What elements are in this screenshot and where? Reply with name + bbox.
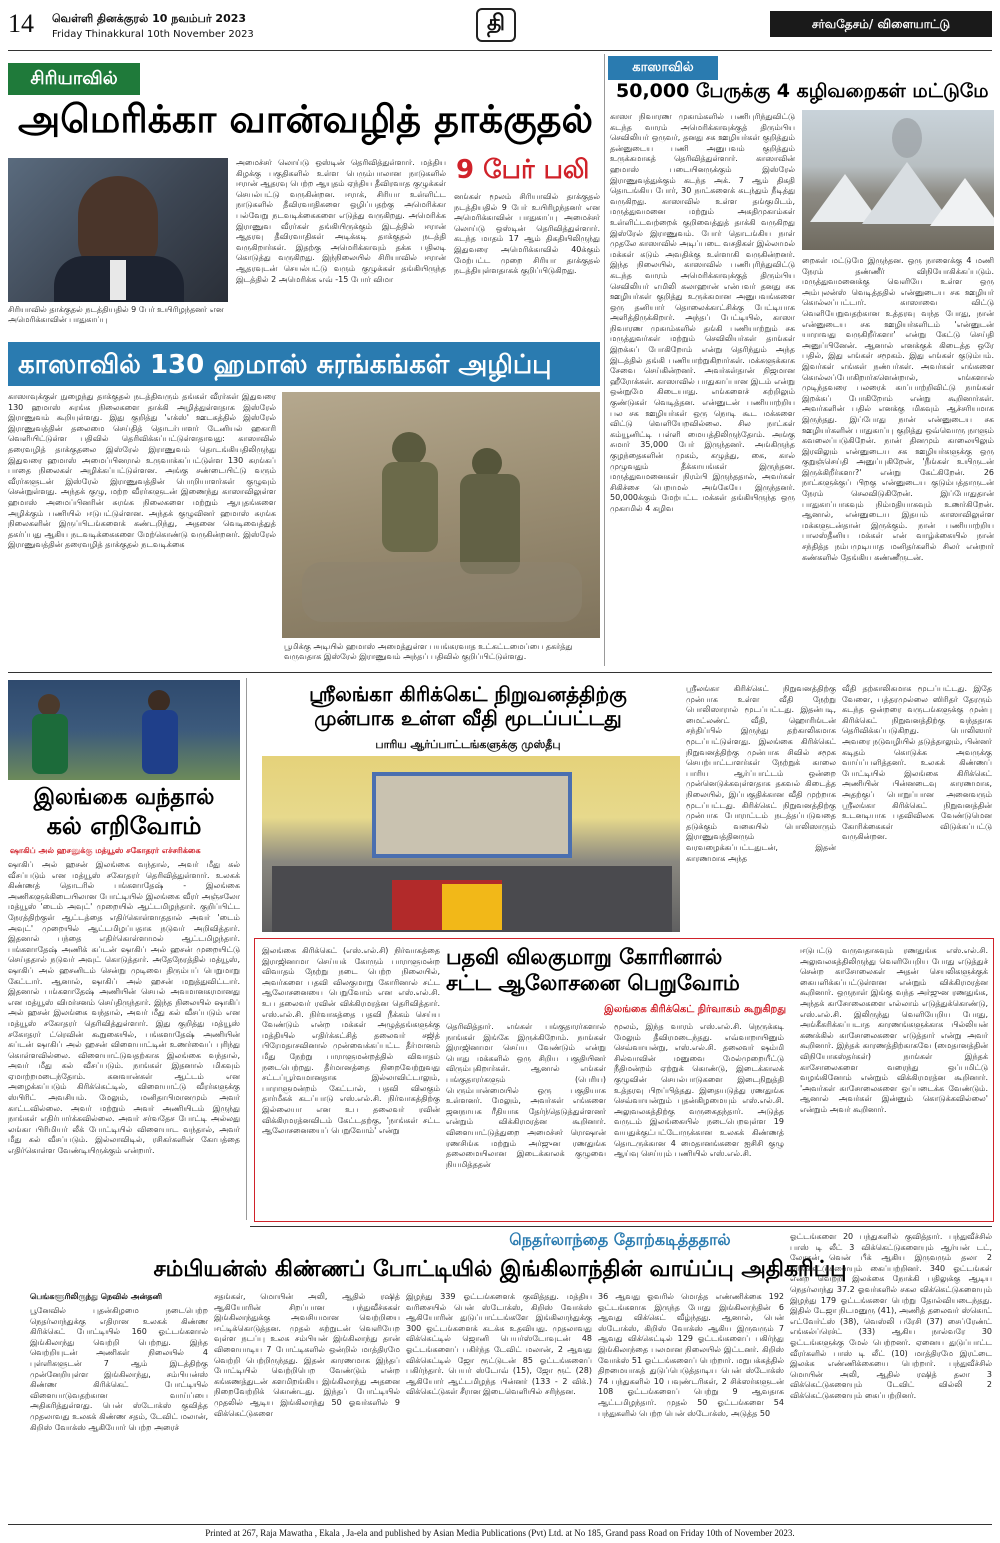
gaza-graves-headline: 50,000 பேருக்கு 4 கழிவறைகள் மட்டுமே bbox=[616, 80, 989, 102]
champions-body-col3: இழந்து 339 ஓட்டங்களைக் குவித்தது. மத்திய வரிசையில் பென் ஸ்டோக்ஸ், கிறிஸ் வோக்ஸ் ஆகியோரின் துடுப்பாட்டங்களே இங்கிலாந்துக்கு 300 ஓட்டங்களைக் கடக்க உதவியது. முதலாவது விக்கெட்டில் ஜொனி பெயர்ஸ்டோவுடன் 48 ஓட்டங்களைப் பகிர்ந்த டேவிட் மலான், 2 ஆவது விக்கெட்டில் ஜோ ரூட்டுடன் 85 ஓட்டங்களைப் பகிர்ந்தார். பெயர் ஸ்டோவ் (15), ஜோ ரூட் (28) ஆகியோர் ஆட்டமிழந்த பின்னர் (133 - 2 விக்.) விக்கெட்டுகள் சீரான இடைவெளியில் சரிந்தன. bbox=[406, 1292, 592, 1397]
footer-imprint: Printed at 267, Raja Mawatha , Ekala , Ja-ela and published by Asian Media Publications (Pvt) Ltd. at No 185, Grand pass Road on Friday 10th of November 2023. bbox=[205, 1528, 795, 1538]
syria-kicker: சிரியாவில் bbox=[8, 63, 140, 95]
syria-photo bbox=[8, 158, 228, 302]
resign-subhead: இலங்கை கிரிக்கெட் நிர்வாகம் கூறுகிறது bbox=[604, 1004, 786, 1015]
gaza-camp-photo bbox=[802, 110, 994, 250]
masthead bbox=[0, 0, 1000, 50]
masthead-rule bbox=[8, 50, 992, 51]
champions-body-col5: ஓட்டங்களை 20 பந்துகளில் குவித்தார். பந்துவீச்சில் பாஸ் டி லீட் 3 விக்கெட்டுகளையும் ஆர்யன் டட், லோகன் வென் பீக் ஆகிய இருவரும் தலா 2 விக்கெட்டுகளையும் கைப்பற்றினர். 340 ஓட்டங்கள் என்ற வெற்றி இலக்கை நோக்கி பதிலுக்கு ஆடிய நெதர்லாந்து 37.2 ஓவர்களில் சகல விக்கெட்டுகளையும் இழந்து 179 ஓட்டங்களை பெற்று தோல்வியடைந்தது. இதில் டேஜா நிடமனுரு (41), அணித் தலைவர் ஸ்கொட் எட்வேர்ட்ஸ் (38), வெஸ்லி பரேசி (37) சைப்ரேண்ட் எங்கல்ப்ரெச்ட் (33) ஆகிய நால்வரே 30 ஓட்டங்களுக்கு மேல் பெற்றனர். ஏனைய துடுப்பாட்ட வீரர்களில் பாஸ் டி லீட் (10) மாத்திரமே இரட்டை இலக்க எண்ணிக்கையை பெற்றார். பந்துவீச்சில் மொயின் அலி, ஆதில் ரஷித் தலா 3 விக்கெட்டுகளையும் டேவிட் வில்லி 2 விக்கெட்டுகளையும் கைப்பற்றினர். bbox=[790, 1232, 992, 1400]
column-divider bbox=[246, 678, 247, 1220]
footer-rule bbox=[8, 1524, 992, 1525]
tunnels-headline: காஸாவில் 130 ஹமாஸ் சுரங்கங்கள் அழிப்பு bbox=[18, 350, 552, 380]
champions-body-col2: சதங்கள், மொயின் அலி, ஆதில் ரஷித் ஆகியோரின் சிறப்பான பந்துவீச்சுகள் இங்கிலாந்துக்கு அவசியமான வெற்றியை ஈட்டிக்கொடுத்தன. முதல் சுற்றுடன் வெளியேற வுள்ள நடப்பு உலக சம்பியன் இங்கிலாந்து தான் விளையாடிய 7 போட்டிகளில் ஒன்றில் மாத்திரமே வெற்றி பெற்றிருந்தது. இதன் காரணமாக இந்தப் போட்டியில் வெற்றிபெற வேண்டும் என்ற கங்கணத்துடன் களமிறங்கிய இங்கிலாந்து அதனை நிறைவேற்றிக் கொண்டது. இந்தப் போட்டியில் முதலில் ஆடிய இங்கிலாந்து 50 ஓவர்களில் 9 விக்கெட்டுகளை bbox=[214, 1292, 400, 1418]
cricket-players-photo bbox=[8, 680, 240, 780]
gaza-graves-kicker: காஸாவில் bbox=[608, 56, 718, 80]
champions-body-col4: 36 ஆவது ஓவரில் மொத்த எண்ணிக்கை 192 ஓட்டங்களாக இருந்த போது இங்கிலாந்தின் 6 ஆவது விக்கெட் வீழ்ந்தது. ஆனால், பென் ஸ்டோக்ஸ், கிறிஸ் வோக்ஸ் ஆகிய இருவரும் 7 ஆவது விக்கெட்டில் 129 ஓட்டங்களைப் பகிர்ந்து இங்கிலாந்தை பலமான நிலையில் இட்டனர். கிறிஸ் வோக்ஸ் 51 ஓட்டங்களைப் பெற்றார். மறுபக்கத்தில் திறமையாகத் துடுப்பெடுத்தாடிய பென் ஸ்டோக்ஸ் 74 பந்துகளில் 10 பவுண்டரிகள், 2 சிக்ஸர்களுடன் 108 ஓட்டங்களைப் பெற்று 9 ஆவதாக ஆட்டமிழந்தார். முதல் 50 ஓட்டங்களை 54 பந்துகளில் பெற்ற பென் ஸ்டோக்ஸ், அடுத்த 50 bbox=[598, 1292, 784, 1418]
slc-street-subhead: பாரிய ஆர்ப்பாட்டங்களுக்கு முஸ்தீபு bbox=[375, 738, 561, 751]
stones-subhead: ஷாகிப் அல் ஹசனுக்கு மத்யூஸ் சகோதரர் எச்சரிக்கை bbox=[10, 846, 201, 855]
section-divider bbox=[8, 672, 992, 673]
masthead-english-date: Friday Thinakkural 10th November 2023 bbox=[52, 29, 254, 40]
section-divider bbox=[250, 1226, 992, 1227]
champions-kicker: நெதர்லாந்தை தோற்கடித்ததால் bbox=[509, 1230, 731, 1249]
slc-street-headline-line1: ஸ்ரீலங்கா கிரிக்கெட் நிறுவனத்திற்கு bbox=[309, 682, 627, 706]
slc-street-headline-line2: முன்பாக உள்ள வீதி மூடப்பட்டது bbox=[314, 706, 622, 730]
syria-photo-caption: சிரியாவில் தாக்குதல் நடத்தியதில் 9 பேர் உயிரிழந்தனர் என அமெரிக்காவின் பாதுகாப்பு bbox=[8, 305, 224, 324]
resign-headline-line2: சட்ட ஆலோசனை பெறுவோம் bbox=[446, 971, 740, 995]
tunnels-photo-caption: பூமிக்கு அடியில் ஹமாஸ் அமைத்துள்ள பயங்கரவாத உட்கட்டமைப்பை தகர்த்து வருவதாக இஸ்ரேல் இராணுவம் அந்தப் பதிவில் குறிப்பிட்டுள்ளது. bbox=[284, 642, 573, 661]
stones-body: ஷாகிப் அல் ஹசன் இலங்கை வந்தால், அவர் மீது கல் வீசப்படும் என மத்யூஸ் சகோதரர் தெரிவித்துள்ளார். உலகக் கிண்ணத் தொடரில் பங்களாதேஷ் - இலங்கை அணிகளுக்கிடையிலான போட்டியில் இலங்கை வீரர் அஞ்சலோ மத்யூஸ் 'டைம் அவுட்' முறையில் ஆட்டமிழந்தார். குறிப்பிட்ட நேரத்திற்குள் ஆட்டத்தை எதிர்கொள்ளாததால் அவர் 'டைம் அவுட்' முறையில் ஆட்டமிழப்பதாக நடுவர் அறிவித்தார். இதனால் பந்தை எதிர்கொள்ளாமல் ஆட்டமிழந்தார். பங்களாதேஷ் அணிக் கப்டன் ஷாகிப் அல் ஹசன் முறையிட்டு செய்ததால் நடுவர் அவுட் கொடுத்தார். அதேநேரத்தில் மத்யூஸ், ஷாகிப் அல் ஹசனிடம் சென்று முடிவை திரும்பப் பெறுமாறு கேட்டார். ஆனால், ஷாகிப் அல் ஹசன் மறுத்துவிட்டார். இதனால் பங்களாதேஷ் அணியின் செயல் அவமானகரமானது என மத்யூஸ் விமர்சனம் செய்திருந்தார். இந்த நிலையில் ஷாகிப் அல் ஹசன் இலங்கை வந்தால், அவர் மீது கல் வீசப்படும் என மத்யூஸ் சகோதரர் தெரிவித்துள்ளார். இது குறித்து மத்யூஸ் சகோதரர் ட்ரெவின் கூறுகையில், பங்களாதேஷ் அணியின் கப்டன் ஷாகிப் அல் ஹசன் விளையாட்டின் உணர்வைப் புரிந்து கொள்ளவில்லை. விளையாட்டுவதற்காக இலங்கை வந்தால், அவர் மீது கல் வீசப்படும். நாங்கள் இதனால் மிகவும் ஏமாற்றமடைந்தோம். கனவான்கள் ஆட்டம் என அழைக்கப்படும் கிரிக்கெட்டில், விளையாட்டு வீரர்களுக்கு ஸ்பிரிட் அவசியம். மேலும், மனிதாபிமானமும் அவர் காட்டவில்லை. அவர் மற்றும் அவர் அணியிடம் இருந்து நாங்கள் எதிர்பார்க்கவில்லை. அவர் சர்வதேச போட்டி அல்லது லங்கா பிரிமியர் லீக் போட்டியில் விளையாட வந்தால், அவர் மீது கல் வீசப்படும். இல்லாவிடில், ரசிகர்களின் கோபத்தை எதிர்கொள்ள வேண்டியிருக்கும் என்றார். bbox=[8, 860, 240, 1156]
tunnels-body: காஸாவுக்குள் நுழைந்து தாக்குதல் நடத்திவரும் தங்கள் வீரர்கள் இதுவரை 130 ஹமாஸ் சுரங்க நிலைகளை தாக்கி அழித்துள்ளதாக இஸ்ரேல் இராணுவம் கூறியுள்ளது. இது குறித்து 'எக்ஸ்' ஊடகத்தில் இஸ்ரேல் இராணுவத்தின் தலைமை செய்தித் தொடர்பாளர் டேனியல் ஹகாரி வெளியிட்டுள்ள பதிவில் தெரிவிக்கப்பட்டுள்ளதாவது: காஸாவில் தரைவழித் தாக்குதலை இஸ்ரேல் இராணுவம் தொடங்கியதிலிருந்து இதுவரை ஹமாஸ் அமைப்பினரால் உருவாக்கப்பட்டுள்ள 130 சுரங்கப் பாதை நிலைகள் அழிக்கப்பட்டுள்ளன. அங்கு சண்டையிட்டு வரும் வீரர்களுடன் இஸ்ரேல் இராணுவத்தின் பொறியாளர்கள் குழுவும் சென்றுள்ளது. அந்தக் குழு, மற்ற வீரர்களுடன் இணைந்து காஸாவிலுள்ள ஹமாஸ் அமைப்பினரின் சுரங்க நிலைகளை மற்றும் ஆயுதங்களை அழிக்கும் பணியில் ஈடுபட்டுள்ளன. அந்தக் குழுவினர் ஹமாஸ் சுரங்க நிலைகளின் இருப்பிடங்களைக் கண்டறிந்து, அதனை வெடிவைத்துத் தகர்ப்பது ஆகிய நடவடிக்கைகளை மேற்கொண்டு வருகின்றனர். இஸ்ரேல் இராணுவத்தின் தரைவழித் தாக்குதல் நடவடிக்கை bbox=[8, 392, 276, 550]
syria-body-col1: அமைச்சர் லொய்டு ஒஸ்டின் தெரிவித்துள்ளார். மத்திய கிழக்கு பகுதிகளில் உள்ள பெரும்பாலான நாடுகளில் ஈரான் ஆதரவு பெற்ற ஆயுதம் ஏந்திய தீவிரவாத குழுக்கள் செயல்பட்டு வருகின்றன. ஈராக், சிரியா உள்ளிட்ட நாடுகளில் தீவிரவாதிகளை ஒழிப்பதற்கு அமெரிக்கா பல்வேறு நடவடிக்கைகளை எடுத்து வருகிறது. அமெரிக்க இராணுவ வீரர்கள் தங்கியிருக்கும் இடத்தில் ஈரான் ஆதரவு தீவிரவாதிகள் அடிக்கடி தாக்குதல் நடத்தி வருகிறார்கள். இதற்கு அமெரிக்காவும் தக்க பதிலடி கொடுத்து வருகிறது. இந்நிலையில் சிரியாவில் ஈரான் ஆதரவுடன் செயல்பட்டு வரும் குழுக்கள் தங்கியிருந்த இடத்தில் 2 அமெரிக்க எவ் -15 போர் விமா bbox=[236, 158, 446, 284]
section-label: சர்வதேசம்/ விளையாட்டு bbox=[770, 11, 992, 37]
champions-byline: பெங்களூரிலிருந்து நெவில் அன்தனி bbox=[30, 1292, 163, 1301]
column-divider bbox=[604, 54, 605, 666]
gaza-graves-body-col2: றைகள் மட்டுமே இருந்தன. ஒரு நாளைக்கு 4 மணி நேரம் தண்ணீர் விநியோகிக்கப்படும். மருத்துவமனைக்கு வெளியே உள்ள ஒரு அம்புலன்ஸ் வெடித்ததில் என்னுடைய சக ஊழியர் கொல்லப்பட்டார். காஸாவை விட்டு வெளியேறுவதற்கான உத்தரவு வந்த போது, நான் என்னுடைய சக ஊழியர்களிடம் 'என்னுடன் யாராவது வருகிறீர்களா' என்று கேட்டு செய்தி அனுப்பினேன். ஆனால் எனக்குக் கிடைத்த ஒரே பதில், இது எங்கள் சமூகம். இது எங்கள் குடும்பம். இவர்கள் எங்கள் நண்பர்கள். அவர்கள் எங்களை கொல்லப்போகிறார்களென்றால், எங்களால் முடிந்தவரை பலரைக் காப்பாற்றிவிட்டு நாங்கள் இறக்கப் போகிறோம் என்று கூறினார்கள். அவர்களின் பதில் எனக்கு மிகவும் ஆச்சரியமாக இருந்தது. இப்போது நான் என்னுடைய சக ஊழியர்களின் பாதுகாப்பு குறித்து ஒவ்வொரு நாளும் கவலைப்படுகிறேன். நான் தினமும் காலையிலும் இரவிலும் என்னுடைய சக ஊழியர்களுக்கு ஒரு குறுஞ்செய்தி அனுப்புகிறேன், 'நீங்கள் உயிருடன் இருக்கிறீர்களா?' என்று கேட்கிறேன். 26 நாட்களுக்குப் பிறகு என்னுடைய குடும்பத்தாருடன் நேரம் செலவிடுகிறேன். இப்போதுதான் பாதுகாப்பாகவும் நிம்மதியாகவும் உணர்கிறேன். ஆனால், என்னுடைய இதயம் காஸாவிலுள்ள மக்களுடன்தான் இருக்கும். நான் பணியாற்றிய பாலஸ்தீனிய மக்கள் என் வாழ்க்கையில் நான் சந்தித்த நம்பமுடியாத மனிதர்களில் சிலர் என்றார் கண்களில் தேங்கிய கண்ணீருடன். bbox=[802, 256, 994, 562]
syria-headline: அமெரிக்கா வான்வழித் தாக்குதல் bbox=[18, 97, 594, 141]
resign-body-col4: ஈடுபட்டு வருவதாகவும் ரணதுங்க எஸ்.எல்.சி. அலுவலகத்திலிருந்து வெளியேறிய போது எடுத்துச் சென்ற காசோலைகள் அதன் செயலிகளுக்குக் கையளிக்கப்பட்டுள்ளன என்றும் விக்கிரமரத்ன கூறினார். ஒருநாள் இங்கு வந்த அர்ஜுன ரணதுங்க, அந்தக் காசோலைகளை எல்லாம் எடுத்துக்கொண்டு, எஸ்.எல்.சி. இலிருந்து வெளியேறிய போது, அங்கீகரிக்கப்படாத காரணங்களுக்காக பில்லியன் கணக்கில் காசோலைகளை எடுத்தார் என்று அவர் கூறினார். இந்தக் காரணத்திற்காகவே (மைதானத்தின் விநியோகஸ்தர்கள்) நாங்கள் இந்தக் காசோலைகளை வரைந்து ஒப்பமிட்டு வழங்கினோம் என்றும் விக்கிரமரத்ன கூறினார். 'அவர்கள் காசோலைகளை ஒப்படைக்க வேண்டும். ஆனால் அவர்கள் இன்னும் கொடுக்கவில்லை' என்றும் அவர் கூறினார். bbox=[800, 946, 988, 1114]
resign-body-col1: இலங்கை கிரிக்கெட் (எஸ்.எல்.சி) நிர்வாகத்தை இராஜினாமா செய்யக் கோரும் பாராளுமன்ற விவாதம் நேற்று நடை பெற்ற நிலையில், அவர்களை பதவி விலகுமாறு கோரினால் சட்ட ஆலோசனையை பெறுவோம் என எஸ்.எல்.சி. உப தலைவர் ரவின் விக்கிரமரத்ன தெரிவித்தார். எஸ்.எல்.சி. நிர்வாகத்தை பதவி நீக்கம் செய்ய வேண்டும் என்ற மக்கள் அழுத்தங்களுக்கு மத்தியில் எதிர்க்கட்சித் தலைவர் சஜித் பிரேமதாசவினால் முன்வைக்கப்பட்ட தீர்மானம் மீது நேற்று பாராளுமன்றத்தில் விவாதம் நடைபெற்றது. தீர்மானத்தை நிறைவேற்றுவது சட்டப்பூர்வமானதாக இல்லாவிட்டாலும், பாராளுமன்றம் கேட்டால், பதவி விலகும் தார்மீகக் கடப்பாடு எஸ்.எல்.சி. நிர்வாகத்திற்கு இல்லையா என உப தலைவர் ரவின் விக்கிரமரத்னவிடம் கேட்டதற்கு, 'நாங்கள் சட்ட ஆலோசனையைப் பெறுவோம்' என்று bbox=[262, 946, 440, 1136]
masthead-tamil-date: வெள்ளி தினக்குரல் 10 நவம்பர் 2023 bbox=[52, 12, 247, 25]
stones-headline-line1: இலங்கை வந்தால் bbox=[33, 785, 215, 810]
tunnels-photo bbox=[282, 392, 600, 638]
slc-protest-photo bbox=[262, 756, 680, 932]
champions-headline: சம்பியன்ஸ் கிண்ணப் போட்டியில் இங்கிலாந்தின் வாய்ப்பு அதிகரிப்பு bbox=[153, 1257, 847, 1282]
slc-street-body-col1: ஸ்ரீலங்கா கிரிக்கெட் நிறுவனத்திற்கு முன்பாக உள்ள வீதி நேற்று பொலிஸாரால் மூடப்பட்டது. இதன்படி, மைட்லண்ட் வீதி, ஹொரிங்டன் சந்திப்பில் இருந்து தற்காலிகமாக மூடப்பட்டுள்ளது. இலங்கை கிரிக்கெட் நிறுவனத்திற்கு முன்பாக சிவில் சமூக செயற்பாட்டாளர்கள் நேற்றுக் காலை பாரிய ஆர்ப்பாட்டம் ஒன்றை முன்னெடுக்கவுள்ளதாக தகவல் கிடைத்த நிலையில், இப்பகுதிக்கான வீதி முற்றாக மூடப்பட்டது. கிரிக்கெட் நிறுவனத்திற்கு முன்பாக போராட்டம் நடத்தப்படுவதை தடுக்கும் வகையில் பொலிஸாரும் இராணுவத்தினரும் வரவழைக்கப்பட்டதுடன், இதன் காரணமாக அந்த bbox=[686, 684, 836, 863]
resign-body-col2: தெரிவித்தார். எங்கள் பங்குதாரர்களால் நாங்கள் இங்கே இருக்கிறோம். நாங்கள் இராஜினாமா செய்ய வேண்டும் என்று பொது மக்களில் ஒரு சிறிய பகுதியினர் விரும்புகிறார்கள். ஆனால் எங்கள் பங்குதாரர்களும் (பெரிய) பெரும்பான்மையில் ஒரு பகுதியாக உள்ளனர். மேலும், அவர்கள் எங்களை ஜனநாயக ரீதியாக தேர்ந்தெடுத்துள்ளனர் என்றும் விக்கிரமரத்ன கூறினார். விளையாட்டுத்துறை அமைச்சர் ரொஷான் ரணசிங்க மற்றும் அர்ஜுன ரணதுங்க தலைமையிலான இடைக்காலக் குழுவை நியமித்ததன் bbox=[446, 1022, 606, 1169]
resign-headline-line1: பதவி விலகுமாறு கோரினால் bbox=[446, 945, 723, 969]
syria-body-col2: னங்கள் மூலம் சிரியாவில் தாக்குதல் நடத்தியதில் 9 பேர் உயிரிழந்தனர் என அமெரிக்காவின் பாதுகாப்பு அமைச்சர் லொய்டு ஒஸ்டின் தெரிவித்துள்ளார். கடந்த மாதம் 17 ஆம் திகதியிலிருந்து இதுவரை அமெரிக்காவில் 40க்கும் மேற்பட்ட முறை சிரியா தாக்குதல் நடத்தியுள்ளதாகக் குறிப்பிடுகிறது. bbox=[454, 192, 600, 276]
champions-body-col1: பூனேவில் புதன்கிழமை நடைபெற்ற நெதர்லாந்துக்கு எதிரான உலகக் கிண்ண கிரிக்கெட் போட்டியில் 160 ஓட்டங்களால் இங்கிலாந்து வெற்றி பெற்றது. இந்த வெற்றியுடன் அணிகள் நிலையில் 4 புள்ளிகளுடன் 7 ஆம் இடத்திற்கு முன்னேறியுள்ள இங்கிலாந்து, சம்பியன்ஸ் கிண்ண கிரிக்கெட் போட்டியில் விளையாடுவதற்கான வாய்ப்பை அதிகரித்துள்ளது. பென் ஸ்டோக்ஸ் குவித்த முதலாவது உலகக் கிண்ண சதம், டேவிட் மலான், கிறிஸ் வோக்ஸ் ஆகியோர் பெற்ற அரைச் bbox=[30, 1306, 208, 1432]
stones-headline-line2: கல் எறிவோம் bbox=[46, 812, 202, 840]
paper-logo-icon: தி bbox=[476, 8, 516, 42]
syria-subhead: 9 பேர் பலி bbox=[456, 155, 590, 185]
slc-street-body-col2: வீதி தற்காலிகமாக மூடப்பட்டது. இதே வேளை, பத்தரமுல்லை ஸிரிதர் தேரரும் கடந்த ஒன்றரை வருடங்களுக்கு முன்பு கிரிக்கெட் நிறுவனத்திற்கு வந்ததாக தெரிவிக்கப்படுகிறது. பொலிஸார் அவரை நடுவழியில் தடுத்தாலும், பின்னர் கடிதம் கொடுக்க அவருக்கு வாய்ப்பளித்தனர். உலகக் கிண்ணப் போட்டியில் இலங்கை கிரிக்கெட் அணியின் பின்னடைவு காரணமாக, அதற்குப் பொறுப்பான அனைவரும் ஸ்ரீலங்கா கிரிக்கெட் நிறுவனத்தின் உடனடியாக பதவிவிலக வேண்டுமென கோரிக்கைகள் விடுக்கப்பட்டு வருகின்றன. bbox=[842, 684, 992, 842]
gaza-graves-body-col1: காஸா நிவாரண முகாம்களில் பணிபுரிந்துவிட்டு கடந்த வாரம் அமெரிக்காவுக்குத் திரும்பிய செவிலியர் ஒருவர், தனது சக ஊழியர்கள் குறித்தும் தன்னுடைய பணி அனுபவம் குறித்தும் உருக்கமாகத் தெரிவித்துள்ளார். காஸாவின் ஹமாஸ் படையினருக்கும் இஸ்ரேல் இராணுவத்துக்கும் கடந்த அக். 7 ஆம் திகதி தொடங்கிய போர், 30 நாட்களைக் கடந்தும் நீடித்து வருகிறது. காஸாவில் உள்ள தங்குமிடம், மருத்துவமனை மற்றும் அகதிமுகாம்கள் உள்ளிட்டவற்றைக் குறிவைத்துத் தாக்கி வருகிறது இஸ்ரேல் இராணுவம். போர் தொடங்கிய நாள் முதலே காஸாவில் அடிப்படை வசதிகள் இல்லாமல் மக்கள் கடும் அவதிக்கு உள்ளாகி வருகின்றனர். இந்த நிலையில், காஸாவில் பணிபுரிந்துவிட்டு கடந்த வாரம் அமெரிக்காவுக்குத் திரும்பிய செவிலியர் எமிலி கலாஹான் என்பவர் தனது சக ஊழியர்கள் குறித்து உருக்கமான அனுபவங்களை ஒரு தனியார் தொலைக்காட்சிக்கு பேட்டியாக அளித்திருக்கிறார். அந்தப் பேட்டியில், காஸா நிவாரண முகாம்களில் தங்கி பணியாற்றும் சக மருத்துவர்கள் மற்றும் செவிலியர்கள் தாங்கள் இறக்கப் போகிறோம் என்று தெரிந்தும் அந்த இடத்தில் தங்கி பணியாற்றுகிறார்கள். மக்களுக்காக சேவை செய்கின்றனர். அவர்கள்தான் நிஜமான ஹீரோக்கள். காஸாவில் பாதுகாப்பான இடம் என்று ஒன்றுமே கிடையாது. எங்களைச் சுற்றிலும் குண்டுகள் வெடித்தன. என்னுடன் பணியாற்றிய பல சக ஊழியர்கள் ஒரு நொடி கூட மக்களை விட்டு வெளியேறவில்லை. சில நாட்கள் கம்யூனிட்டி பள்ளி மையத்திலிருந்தோம். அங்கு சுமார் 35,000 பேர் இருந்தனர். அங்கிருந்த குழந்தைகளின் முகம், கழுத்து, கை, கால் முழுவதும் தீக்காயங்கள் இருந்தன. மருத்துவமனைகள் நிரம்பி இருந்ததால், அவர்கள் சிகிச்சை பெறாமல் அங்கேயே இருந்தனர். 50,000க்கும் மேற்பட்ட மக்கள் தங்கியிருந்த ஒரு முகாமில் 4 கழிவ bbox=[610, 112, 795, 513]
resign-body-col3: மூலம், இந்த வாரம் எஸ்.எல்.சி. நெருக்கடி மேலும் தீவிரமடைந்தது. எவ்வாறாயினும் செவ்வாயன்று, எஸ்.எல்.சி. தலைவர் ஷம்மி சில்வாவின் மனுவை மேல்முறையீட்டு நீதிமன்றம் ஏற்றுக் கொண்டு, இடைக்காலக் குழுவின் செயல்பாடுகளை இடைநிறுத்தி உத்தரவு பிறப்பித்தது. இதையடுத்து ரணதுங்க செவ்வாயன்றும் புதன்கிழமையும் எஸ்.எல்.சி. அலுவலகத்திற்கு வருகைதந்தார். அடுத்த வருடம் இலங்கையில் நடைபெறவுள்ள 19 வயதுக்குட்பட்டோருக்கான உலகக் கிண்ணத் தொடருக்கான 4 மைதானங்களை ஐசிசி குழு ஆய்வு செய்யும் பணியில் எஸ்.எல்.சி. bbox=[614, 1022, 784, 1159]
page-number: 14 bbox=[8, 9, 34, 38]
